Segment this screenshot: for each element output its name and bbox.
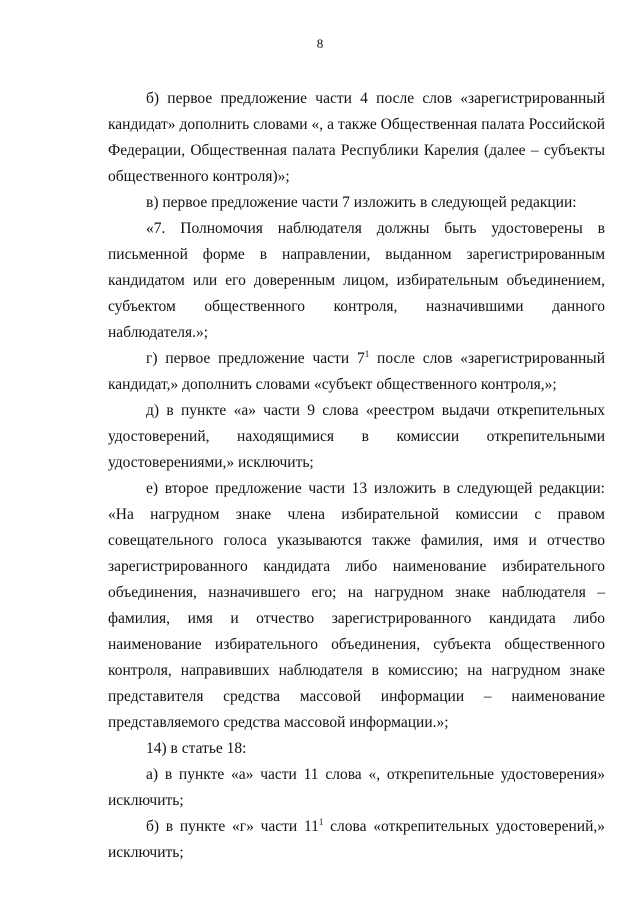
paragraph-d-part-9: д) в пункте «а» части 9 слова «реестром выдачи открепительных удостоверений, находящимися в комиссии открепительными удостоверениями,» исключить;	[108, 402, 605, 471]
paragraph-g-superscript: 1	[364, 348, 370, 359]
paragraph-14-article-18: 14) в статье 18:	[146, 740, 247, 757]
paragraph-b-text-start: б) в пункте «г» части 11	[146, 818, 319, 835]
paragraph-g-part-7-1	[108, 346, 605, 398]
page-number: 8	[316, 36, 324, 51]
paragraph-g-text-end: после слов «зарегистрированный кандидат,» дополнить словами «субъект общественного контроля,»;	[108, 350, 605, 393]
paragraph-b-part-4: б) первое предложение части 4 после слов «зарегистрированный кандидат» дополнить словами «, а также Общественная палата Российской Федерации, Общественная палата Республики Карелия (далее – субъекты общественного контроля)»;	[108, 90, 605, 185]
paragraph-b-text-end: слова «открепительных удостоверений,» исключить;	[108, 818, 605, 861]
paragraph-a-part-11: а) в пункте «а» части 11 слова «, открепительные удостоверения» исключить;	[108, 766, 605, 809]
paragraph-b-part-11-1	[108, 814, 605, 866]
paragraph-e-part-13: е) второе предложение части 13 изложить в следующей редакции: «На нагрудном знаке члена избирательной комиссии с правом совещательного голоса указываются также фамилия, имя и отчество зарегистрированного кандидата либо наименование избирательного объединения, назначившего его; на нагрудном знаке наблюдателя – фамилия, имя и отчество зарегистрированного кандидата либо наименование избирательного объединения, субъекта общественного контроля, направивших наблюдателя в комиссию; на нагрудном знаке представителя средства массовой информации – наименование представляемого средства массовой информации.»;	[108, 480, 605, 731]
document-body	[108, 86, 605, 866]
paragraph-v-part-7: в) первое предложение части 7 изложить в следующей редакции:	[146, 194, 577, 211]
paragraph-g-text-start: г) первое предложение части 7	[146, 350, 365, 367]
paragraph-quote-part-7: «7. Полномочия наблюдателя должны быть удостоверены в письменной форме в направлении, выданном зарегистрированным кандидатом или его доверенным лицом, избирательным объединением, субъектом общественного контроля, назначившими данного наблюдателя.»;	[108, 220, 605, 341]
paragraph-b-superscript: 1	[318, 816, 324, 827]
